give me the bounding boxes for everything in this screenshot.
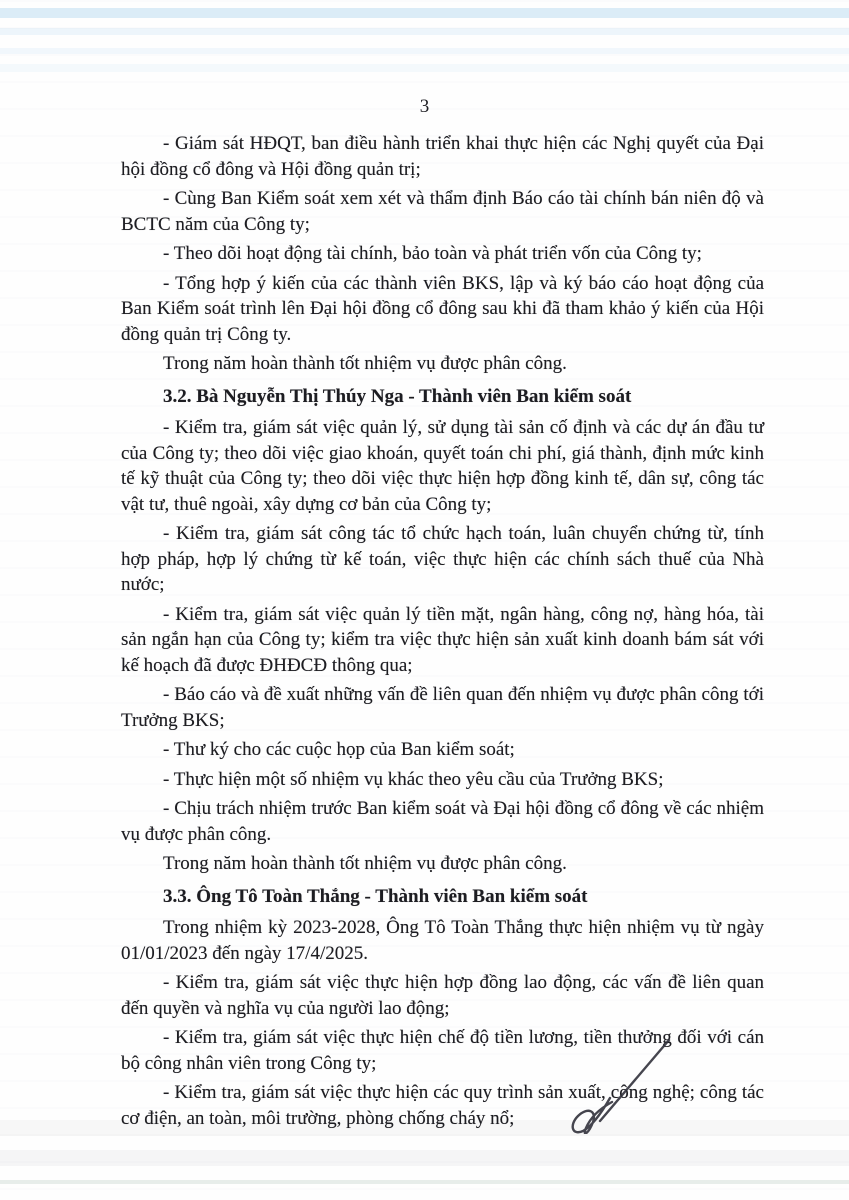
scan-artifact-stripe [0, 8, 849, 18]
paragraph: Trong năm hoàn thành tốt nhiệm vụ được phân công. [163, 853, 567, 874]
paragraph: - Kiểm tra, giám sát việc thực hiện các quy trình sản xuất, công nghệ; công tác cơ điện, an toàn, môi trường, phòng chống cháy nổ; [121, 1082, 764, 1129]
scan-artifact-stripe [0, 64, 849, 72]
paragraph: - Kiểm tra, giám sát việc quản lý tiền mặt, ngân hàng, công nợ, hàng hóa, tài sản ngắn hạn của Công ty; kiểm tra việc thực hiện sản xuất kinh doanh bám sát với kế hoạch đã được ĐHĐCĐ thông qua; [121, 603, 764, 676]
paragraph: - Kiểm tra, giám sát công tác tổ chức hạch toán, luân chuyển chứng từ, tính hợp pháp, hợp lý chứng từ kế toán, việc thực hiện các chính sách thuế của Nhà nước; [121, 523, 764, 595]
paragraph: - Kiểm tra, giám sát việc thực hiện chế độ tiền lương, tiền thưởng đối với cán bộ công nhân viên trong Công ty; [121, 1027, 764, 1074]
paragraph: Trong năm hoàn thành tốt nhiệm vụ được phân công. [163, 353, 567, 374]
paragraph: - Giám sát HĐQT, ban điều hành triển khai thực hiện các Nghị quyết của Đại hội đồng cổ đông và Hội đồng quản trị; [121, 133, 764, 180]
section-heading-3-2: 3.2. Bà Nguyễn Thị Thúy Nga - Thành viên Ban kiểm soát [163, 385, 632, 407]
paragraph: - Tổng hợp ý kiến của các thành viên BKS, lập và ký báo cáo hoạt động của Ban Kiểm soát trình lên Đại hội đồng cổ đông sau khi đã tham khảo ý kiến của Hội đồng quản trị Công ty. [121, 272, 764, 345]
section-heading-3-3: 3.3. Ông Tô Toàn Thắng - Thành viên Ban kiểm soát [163, 885, 588, 907]
scan-artifact-stripe [0, 1180, 849, 1184]
paragraph: - Chịu trách nhiệm trước Ban kiểm soát và Đại hội đồng cổ đông về các nhiệm vụ được phân công. [121, 798, 764, 845]
page-number: 3 [419, 96, 430, 117]
paragraph: - Thư ký cho các cuộc họp của Ban kiểm soát; [163, 739, 515, 760]
paragraph: Trong nhiệm kỳ 2023-2028, Ông Tô Toàn Thắng thực hiện nhiệm vụ từ ngày 01/01/2023 đến ngày 17/4/2025. [121, 917, 764, 964]
paragraph: - Kiểm tra, giám sát việc quản lý, sử dụng tài sản cố định và các dự án đầu tư của Công ty; theo dõi việc giao khoán, quyết toán chi phí, giá thành, định mức kinh tế kỹ thuật của Công ty; theo dõi việc thực hiện hợp đồng kinh tế, dân sự, công tác vật tư, thuê ngoài, xây dựng cơ bản của Công ty; [121, 417, 764, 515]
document-body [121, 131, 764, 1135]
paragraph: - Kiểm tra, giám sát việc thực hiện hợp đồng lao động, các vấn đề liên quan đến quyền và nghĩa vụ của người lao động; [121, 972, 764, 1019]
paragraph: - Báo cáo và đề xuất những vấn đề liên quan đến nhiệm vụ được phân công tới Trưởng BKS; [121, 684, 764, 731]
scan-artifact-stripe [0, 1150, 849, 1166]
paragraph: - Cùng Ban Kiểm soát xem xét và thẩm định Báo cáo tài chính bán niên độ và BCTC năm của Công ty; [121, 188, 764, 235]
scan-artifact-stripe [0, 48, 849, 54]
scan-artifact-stripe [0, 28, 849, 35]
paragraph: - Thực hiện một số nhiệm vụ khác theo yêu cầu của Trưởng BKS; [163, 768, 664, 790]
paragraph: - Theo dõi hoạt động tài chính, bảo toàn và phát triển vốn của Công ty; [163, 243, 702, 264]
